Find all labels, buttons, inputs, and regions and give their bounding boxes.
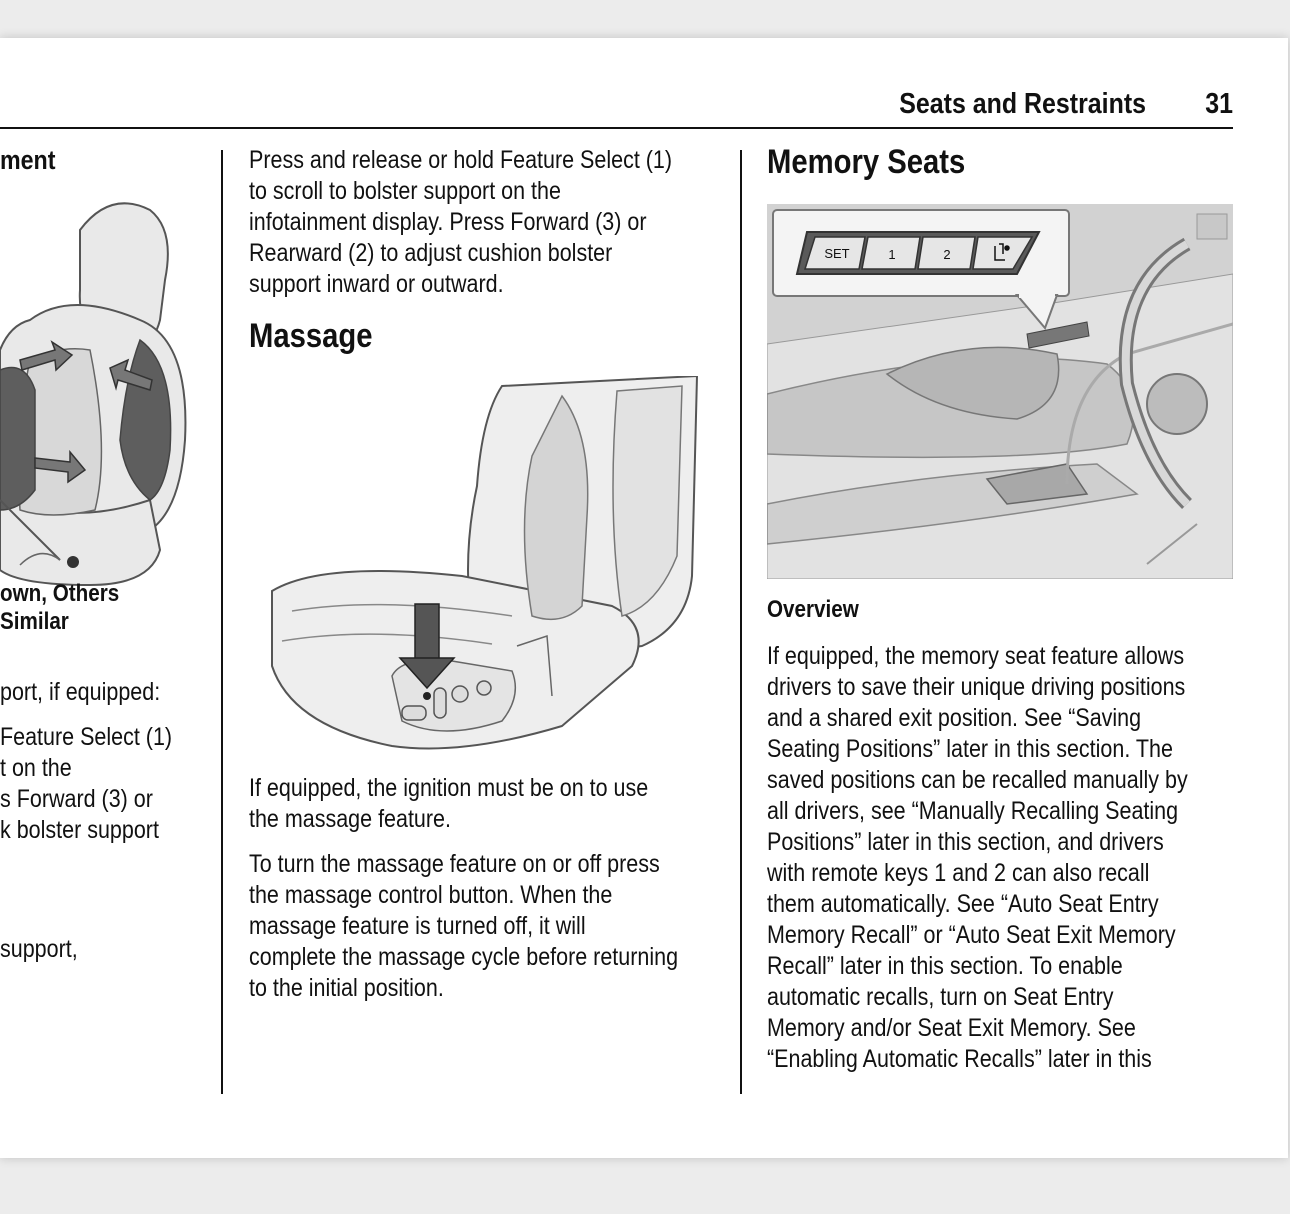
memory-seats-heading: Memory Seats xyxy=(767,143,966,181)
left-para3-fragment: support, xyxy=(0,935,78,963)
left-caption-fragment: own, Others Similar xyxy=(0,580,120,635)
set-button-label: SET xyxy=(824,246,850,261)
memory-buttons-illustration xyxy=(767,204,1233,579)
memory-2-button-label: 2 xyxy=(943,247,951,262)
section-title: Seats and Restraints xyxy=(899,88,1146,120)
massage-paragraph-1: If equipped, the ignition must be on to use the massage feature. xyxy=(249,774,649,833)
left-heading-fragment: ment xyxy=(0,145,56,175)
left-para2-fragment: Feature Select (1) t on the s Forward (3) or k bolster support xyxy=(0,723,173,844)
bolster-instructions: Press and release or hold Feature Select (1) to scroll to bolster support on the infotainment display. Press Forward (3) or Rearward (2) to adjust cushion bolster support inward or outward. xyxy=(249,146,673,298)
massage-heading: Massage xyxy=(249,317,373,355)
lumbar-seat-illustration xyxy=(0,190,218,590)
header-rule xyxy=(0,127,1233,129)
memory-1-button-label: 1 xyxy=(888,247,896,262)
column-divider-left xyxy=(221,150,223,1094)
left-column xyxy=(0,140,218,1100)
page-number: 31 xyxy=(1205,88,1233,120)
overview-heading: Overview xyxy=(767,596,859,623)
column-divider-right xyxy=(740,150,742,1094)
overview-paragraph: If equipped, the memory seat feature allows drivers to save their unique driving positions and a shared exit position. See “Saving Seating Positions” later in this section. The saved positions can be recalled manually by all drivers, see “Manually Recalling Seating Positions” later in this section, and drivers with remote keys 1 and 2 can also recall them automatically. See “Auto Seat Entry Memory Recall” or “Auto Seat Exit Memory Recall” later in this section. To enable automatic recalls, turn on Seat Entry Memory and/or Seat Exit Memory. See “Enabling Automatic Recalls” later in this xyxy=(767,642,1188,1073)
massage-seat-illustration xyxy=(262,376,712,756)
left-para1-fragment: port, if equipped: xyxy=(0,678,161,706)
massage-paragraph-2: To turn the massage feature on or off press the massage control button. When the massage feature is turned off, it will complete the massage cycle before returning to the initial position. xyxy=(249,850,679,1002)
